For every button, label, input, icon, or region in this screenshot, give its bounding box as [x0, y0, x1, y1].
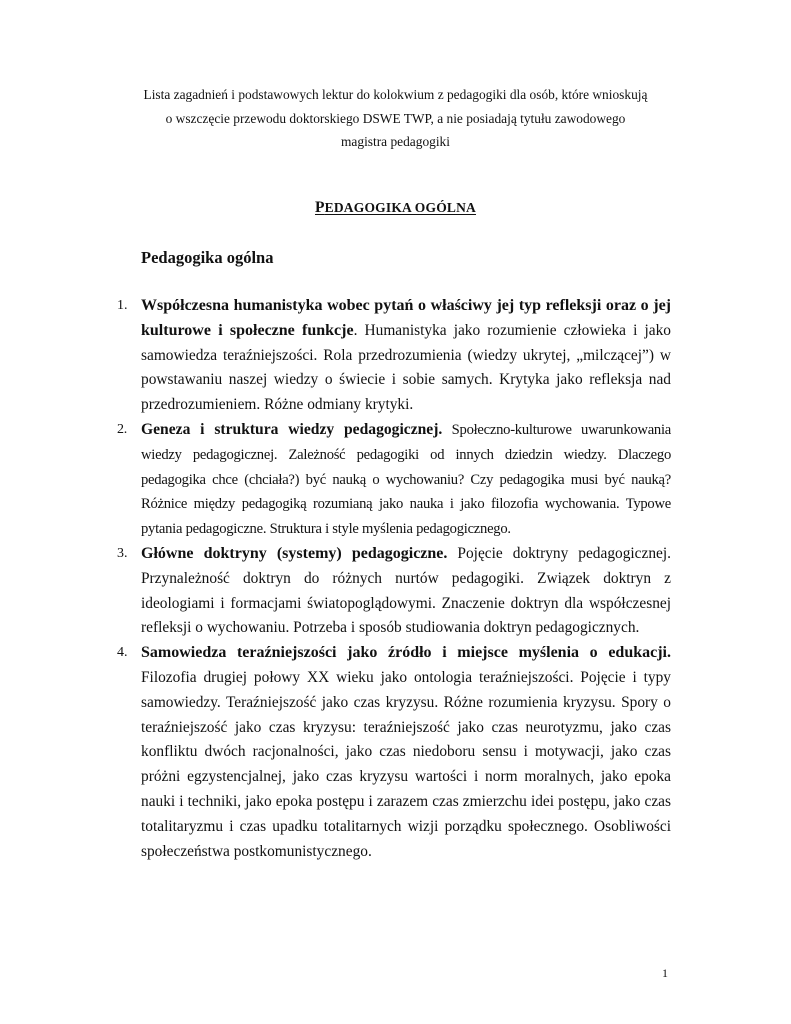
topic-number: 2. — [117, 421, 127, 437]
topic-heading: Współczesna humanistyka wobec pytań o właściwy jej typ refleksji oraz o jej kulturowe i społeczne funkcje — [141, 297, 671, 339]
section-title-rest: EDAGOGIKA OGÓLNA — [324, 200, 477, 215]
topic-number: 3. — [117, 545, 128, 561]
topic-body: Filozofia drugiej połowy XX wieku jako ontologia teraźniejszości. Pojęcie i typy samowiedzy. Teraźniejszość jako czas kryzysu. Różne rozumienia kryzysu. Spory o teraźniejszość jako czas kryzysu: teraźniejszość jako czas neurotyzmu, jako czas konfliktu dwóch racjonalności, jako czas niedoboru sensu i motywacji, jako czas próżni egzystencjalnej, jako czas kryzysu wartości i norm moralnych, jako epoka nauki i techniki, jako epoka postępu i zarazem czas zmierzchu idei postępu, jako czas totalitaryzmu i czas upadku totalitarnych wizji porządku społecznego. Osobliwości społeczeństwa postkomunistycznego. — [141, 668, 671, 860]
header-line: o wszczęcie przewodu doktorskiego DSWE TWP, a nie posiadają tytułu zawodowego — [165, 110, 626, 126]
topic-heading: Główne doktryny (systemy) pedagogiczne. — [141, 544, 448, 562]
section-title — [0, 199, 791, 217]
topic-body: Społeczno-kulturowe uwarunkowania wiedzy pedagogicznej. Zależność pedagogiki od innych dziedzin wiedzy. Dlaczego pedagogika chce (chciała?) być nauką o wychowaniu? Czy pedagogika musi być nauką? Różnice między pedagogiką rozumianą jako nauka i jako filozofia wychowania. Typowe pytania pedagogiczne. Struktura i style myślenia pedagogicznego. — [141, 421, 672, 538]
topic-item — [117, 294, 671, 418]
topic-item — [117, 641, 671, 864]
subsection-title: Pedagogika ogólna — [141, 248, 274, 267]
topic-body: . Humanistyka jako rozumienie człowieka i jako samowiedza teraźniejszości. Rola przedrozumienia (wiedzy ukrytej, „milczącej”) w powstawaniu naszej wiedzy o świecie i sobie samych. Krytyka jako refleksja nad przedrozumieniem. Różne odmiany krytyki. — [141, 321, 671, 414]
header-line: magistra pedagogiki — [341, 134, 450, 149]
topic-body: Pojęcie doktryny pedagogicznej. Przynależność doktryn do różnych nurtów pedagogiki. Związek doktryn z ideologiami i formacjami światopoglądowymi. Znaczenie doktryn dla współczesnej refleksji o wychowaniu. Potrzeba i sposób studiowania doktryn pedagogicznych. — [141, 544, 671, 637]
topic-number: 4. — [117, 645, 128, 661]
topic-heading: Samowiedza teraźniejszości jako źródło i miejsce myślenia o edukacji. — [141, 644, 671, 662]
page-number: 1 — [662, 966, 668, 980]
header-line: Lista zagadnień i podstawowych lektur do kolokwium z pedagogiki dla osób, które wnioskują — [143, 87, 648, 102]
topic-item — [117, 418, 672, 542]
topic-heading: Geneza i struktura wiedzy pedagogicznej. — [141, 420, 443, 438]
document-header — [100, 83, 691, 154]
topic-list — [117, 294, 672, 864]
topic-item — [117, 542, 671, 641]
topic-number: 1. — [117, 298, 128, 313]
section-title-initial: P — [314, 199, 325, 216]
